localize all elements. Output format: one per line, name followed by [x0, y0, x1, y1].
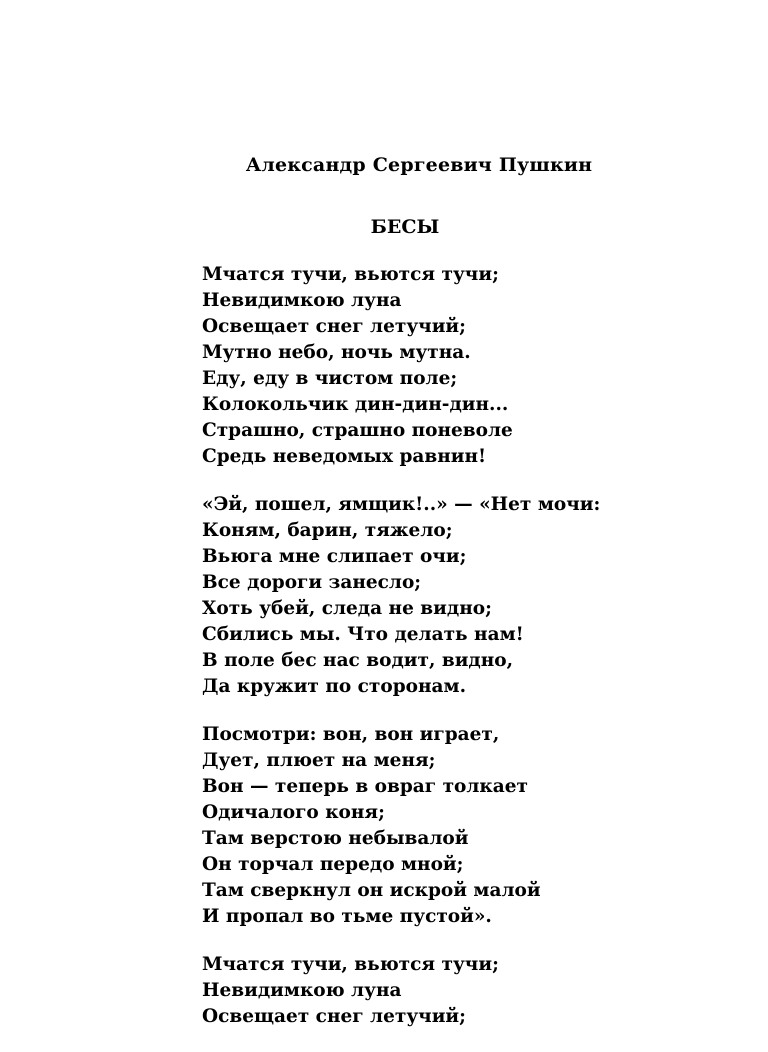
poem-line: Там сверкнул он искрой малой [202, 880, 541, 901]
poem-line: Вьюга мне слипает очи; [202, 546, 467, 567]
poem-line: Дует, плюет на меня; [202, 750, 436, 771]
poem-line: Там верстою небывалой [202, 828, 469, 849]
poem-line: Средь неведомых равнин! [202, 446, 487, 467]
poem-line: Посмотри: вон, вон играет, [202, 724, 500, 745]
poem-line: Невидимкою луна [202, 290, 402, 311]
poem-line: Освещает снег летучий; [202, 1006, 466, 1027]
poem-line: Страшно, страшно поневоле [202, 420, 513, 441]
poem-line: Все дороги занесло; [202, 572, 422, 593]
poem-line: Мчатся тучи, вьются тучи; [202, 264, 499, 285]
poem-line: Да кружит по сторонам. [202, 676, 467, 697]
poem-title: БЕСЫ [370, 216, 440, 238]
poem-line: Еду, еду в чистом поле; [202, 368, 458, 389]
stanza-4 [202, 952, 762, 1030]
poem-line: Мчатся тучи, вьются тучи; [202, 954, 499, 975]
poem-line: И пропал во тьме пустой». [202, 906, 492, 927]
poem-line: «Эй, пошел, ямщик!..» — «Нет мочи: [202, 494, 601, 515]
poem-line: Он торчал передо мной; [202, 854, 464, 875]
poem-line: Одичалого коня; [202, 802, 385, 823]
poem-line: Хоть убей, следа не видно; [202, 598, 492, 619]
poem-line: Невидимкою луна [202, 980, 402, 1001]
poem-line: В поле бес нас водит, видно, [202, 650, 514, 671]
poem-line: Коням, барин, тяжело; [202, 520, 453, 541]
poem-line: Колокольчик дин-дин-дин... [202, 394, 509, 415]
poem-line: Сбились мы. Что делать нам! [202, 624, 524, 645]
stanza-2 [202, 492, 762, 700]
stanza-3 [202, 722, 762, 930]
poem-body [202, 262, 762, 1052]
poem-line: Мутно небо, ночь мутна. [202, 342, 471, 363]
author-name: Александр Сергеевич Пушкин [245, 154, 593, 176]
poem-line: Освещает снег летучий; [202, 316, 466, 337]
poem-line: Вон — теперь в овраг толкает [202, 776, 528, 797]
stanza-1 [202, 262, 762, 470]
